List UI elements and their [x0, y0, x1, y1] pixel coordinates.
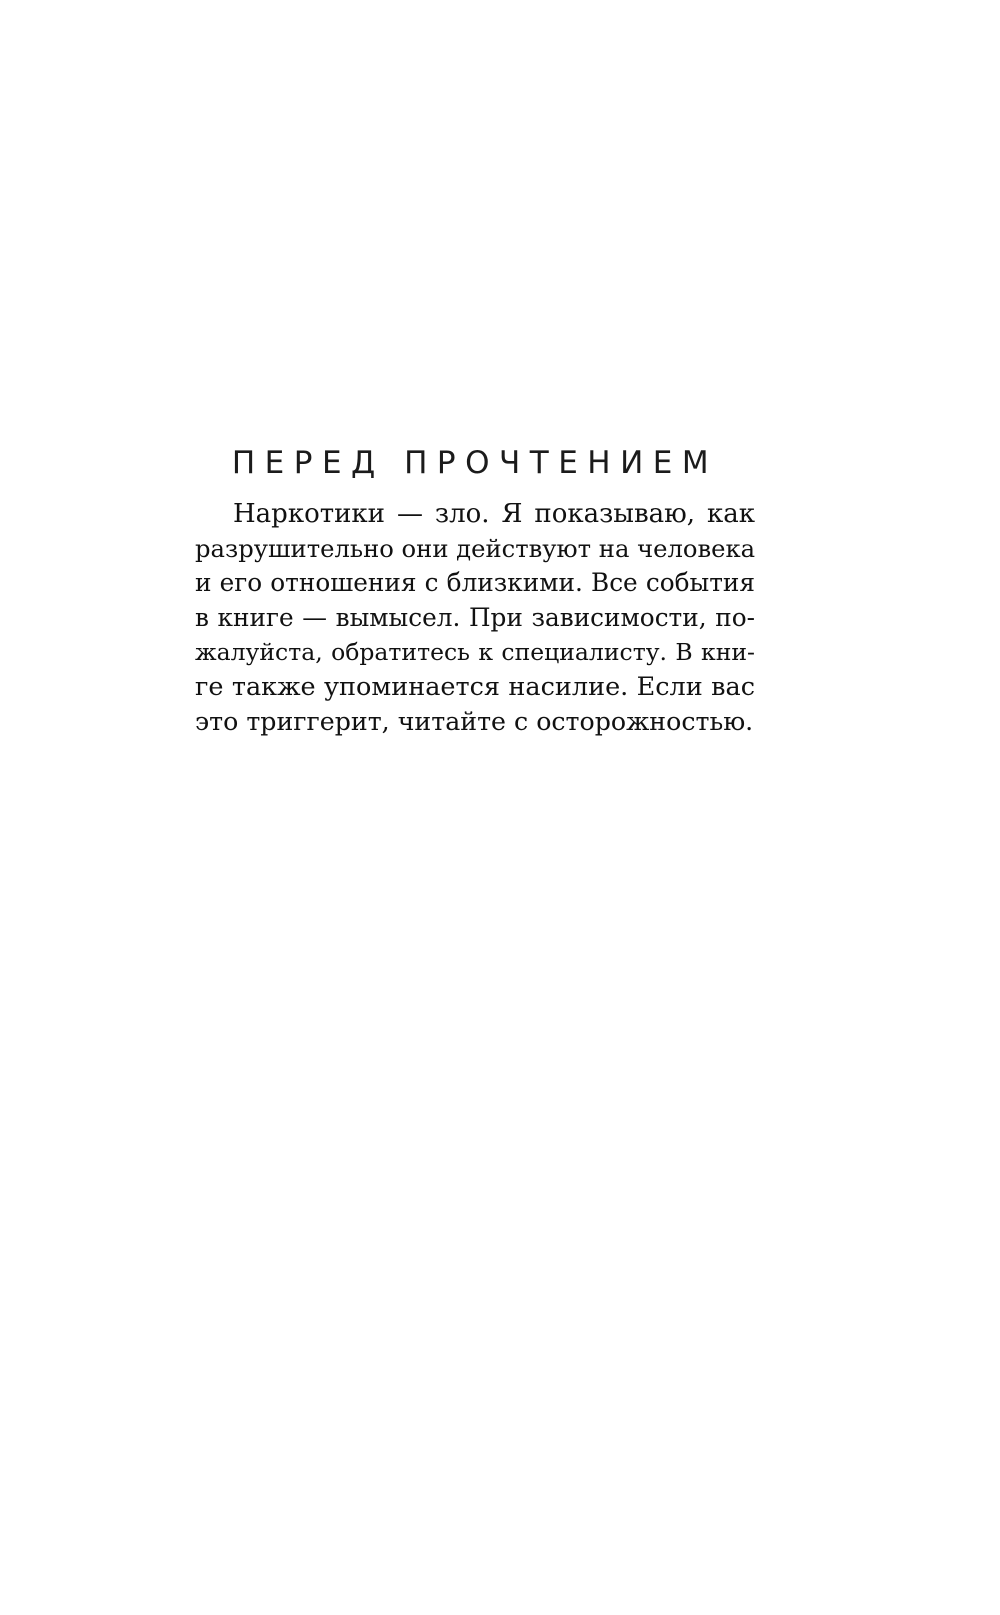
paragraph-line: ге также упоминается насилие. Если вас	[195, 671, 755, 702]
paragraph-line: в книге — вымысел. При зависимости, по-	[195, 602, 755, 632]
paragraph-line: это триггерит, читайте с осторожностью.	[195, 706, 754, 736]
page-heading: ПЕРЕД ПРОЧТЕНИЕМ	[231, 445, 719, 481]
paragraph-line: и его отношения с близкими. Все события	[195, 568, 755, 598]
page-content	[195, 445, 756, 739]
paragraph-line: жалуйста, обратитесь к специалисту. В кни-	[195, 638, 755, 667]
paragraph-line: Наркотики — зло. Я показываю, как	[233, 499, 755, 529]
paragraph	[195, 497, 755, 739]
paragraph-line: разрушительно они действуют на человека	[195, 533, 756, 563]
